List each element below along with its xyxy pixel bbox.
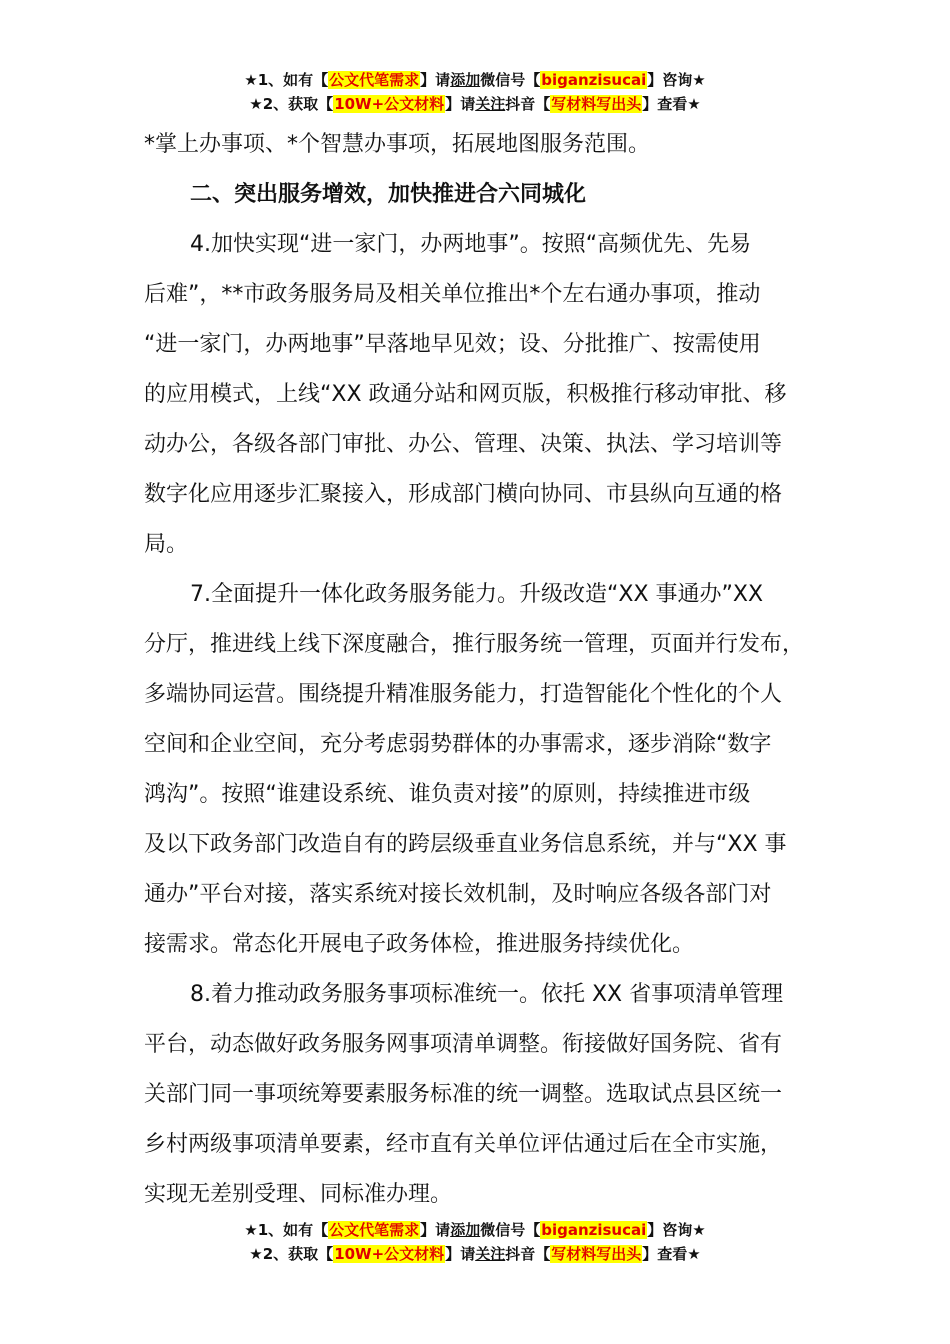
promo-line-2 (0, 92, 950, 116)
promo-highlight: 写材料写出头 (551, 95, 642, 113)
paragraph-line: 动办公，各级各部门审批、办公、管理、决策、执法、学习培训等 (144, 432, 783, 457)
document-body (144, 120, 834, 1220)
paragraph-line: 局。 (144, 532, 189, 557)
promo-highlight: 写材料写出头 (551, 1245, 642, 1263)
promo-text: ★2、获取【 (249, 1245, 334, 1263)
promo-line-1 (0, 68, 950, 92)
promo-text: 】咨询★ (647, 71, 706, 89)
paragraph-line: *掌上办事项、*个智慧办事项，拓展地图服务范围。 (144, 132, 651, 157)
promo-line-1 (0, 1218, 950, 1242)
paragraph-line: 空间和企业空间，充分考虑弱势群体的办事需求，逐步消除“数字 (144, 732, 772, 757)
paragraph-line: “进一家门，办两地事”早落地早见效；设、分批推广、按需使用 (144, 332, 761, 357)
promo-underlined-text: 添加 (450, 71, 481, 89)
promo-text: 微信号【 (480, 1221, 541, 1239)
promo-text: 】请 (445, 1245, 476, 1263)
promo-text: 】咨询★ (647, 1221, 706, 1239)
paragraph-line: 分厅，推进线上线下深度融合，推行服务统一管理，页面并行发布， (144, 632, 805, 657)
top-promo-banner (0, 68, 950, 116)
paragraph-line: 平台，动态做好政务服务网事项清单调整。衔接做好国务院、省有 (144, 1032, 783, 1057)
paragraph-line: 后难”，**市政务服务局及相关单位推出*个左右通办事项，推动 (144, 282, 761, 307)
promo-text: 抖音【 (505, 1245, 551, 1263)
promo-text: 】查看★ (642, 95, 701, 113)
paragraph-line: 多端协同运营。围绕提升精准服务能力，打造智能化个性化的个人 (144, 682, 783, 707)
promo-text: 】请 (445, 95, 476, 113)
paragraph-line: 实现无差别受理、同标准办理。 (144, 1182, 453, 1207)
promo-highlight: 10W+公文材料 (334, 1245, 445, 1263)
promo-highlight: 公文代笔需求 (329, 1221, 420, 1239)
paragraph-line: 鸿沟”。按照“谁建设系统、谁负责对接”的原则，持续推进市级 (144, 782, 751, 807)
promo-line-2 (0, 1242, 950, 1266)
promo-highlight: biganzisucai (541, 1221, 647, 1239)
paragraph-line: 通办”平台对接，落实系统对接长效机制，及时响应各级各部门对 (144, 882, 772, 907)
promo-text: ★1、如有【 (244, 1221, 329, 1239)
bottom-promo-banner (0, 1218, 950, 1266)
paragraph-line: 及以下政务部门改造自有的跨层级垂直业务信息系统，并与“XX 事 (144, 832, 787, 857)
promo-underlined-text: 关注 (475, 95, 506, 113)
paragraph-line: 的应用模式，上线“XX 政通分站和网页版，积极推行移动审批、移 (144, 382, 787, 407)
paragraph-line: 乡村两级事项清单要素，经市直有关单位评估通过后在全市实施， (144, 1132, 783, 1157)
section-heading: 二、突出服务增效，加快推进合六同城化 (190, 182, 587, 207)
paragraph-line: 7.全面提升一体化政务服务能力。升级改造“XX 事通办”XX (190, 582, 764, 607)
paragraph-line: 关部门同一事项统筹要素服务标准的统一调整。选取试点县区统一 (144, 1082, 783, 1107)
promo-highlight: biganzisucai (541, 71, 647, 89)
promo-text: ★1、如有【 (244, 71, 329, 89)
paragraph-line: 4.加快实现“进一家门，办两地事”。按照“高频优先、先易 (190, 232, 752, 257)
promo-text: 】请 (420, 71, 451, 89)
promo-underlined-text: 关注 (475, 1245, 506, 1263)
promo-text: 】请 (420, 1221, 451, 1239)
promo-highlight: 10W+公文材料 (334, 95, 445, 113)
paragraph-line: 8.着力推动政务服务事项标准统一。依托 XX 省事项清单管理 (190, 982, 784, 1007)
promo-text: 抖音【 (505, 95, 551, 113)
paragraph-line: 数字化应用逐步汇聚接入，形成部门横向协同、市县纵向互通的格 (144, 482, 783, 507)
promo-text: ★2、获取【 (249, 95, 334, 113)
promo-text: 】查看★ (642, 1245, 701, 1263)
promo-underlined-text: 添加 (450, 1221, 481, 1239)
paragraph-line: 接需求。常态化开展电子政务体检，推进服务持续优化。 (144, 932, 695, 957)
promo-text: 微信号【 (480, 71, 541, 89)
promo-highlight: 公文代笔需求 (329, 71, 420, 89)
